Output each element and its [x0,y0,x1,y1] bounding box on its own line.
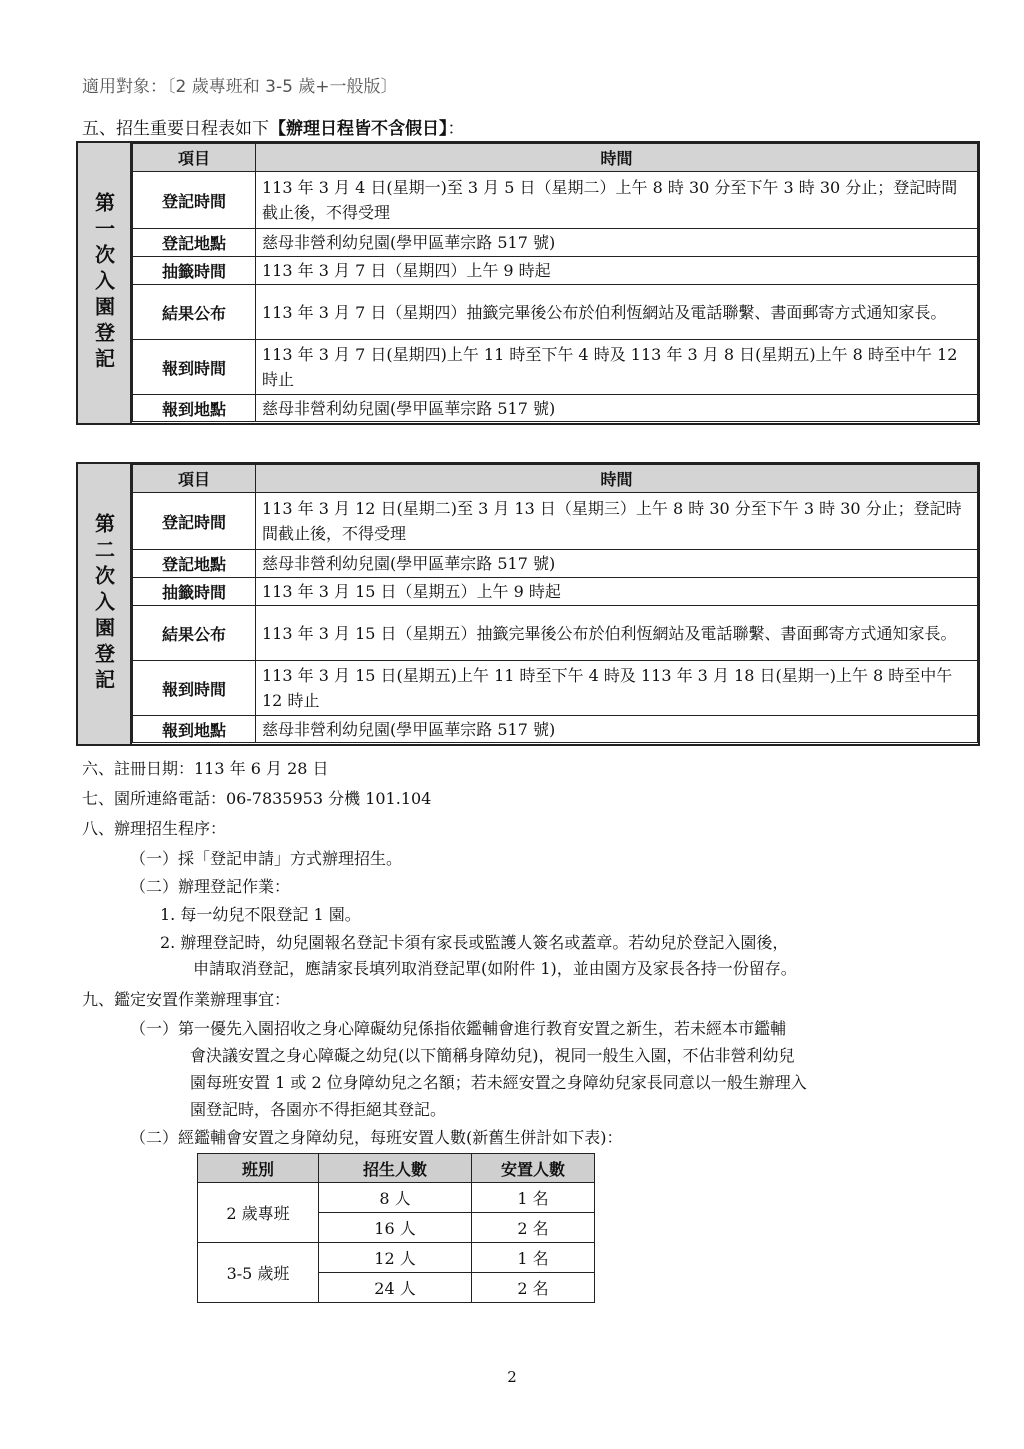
quota-enroll: 16 人 [319,1213,472,1243]
table-row [133,493,978,550]
section-8-sub-2-line-2: 申請取消登記，應請家長填列取消登記單(如附件 1)，並由園方及家長各持一份留存。 [193,959,797,978]
row-value: 113 年 3 月 4 日(星期一)至 3 月 5 日（星期二）上午 8 時 30 分至下午 3 時 30 分止；登記時間截止後，不得受理 [256,172,978,229]
applies-to-note: 適用對象：〔2 歲專班和 3-5 歲+一般版〕 [82,77,398,97]
table-row [198,1243,595,1273]
quota-enroll: 24 人 [319,1273,472,1303]
row-label: 報到地點 [133,716,256,743]
table-row [133,285,978,340]
table-row [133,606,978,661]
section-5-text: 五、招生重要日程表如下 [82,119,269,139]
row-value: 113 年 3 月 15 日(星期五)上午 11 時至下午 4 時及 113 年 3 月 18 日(星期一)上午 8 時至中午 12 時止 [256,661,978,716]
table-row [133,257,978,285]
row-label: 登記時間 [133,493,256,550]
row-value: 113 年 3 月 7 日（星期四）上午 9 時起 [256,257,978,285]
quota-class: 3-5 歲班 [198,1243,319,1303]
section-9-title: 九、鑑定安置作業辦理事宜： [82,990,291,1009]
row-label: 登記地點 [133,550,256,578]
header-time: 時間 [256,144,978,172]
section-9-item-1-line-1: （一）第一優先入園招收之身心障礙幼兒係指依鑑輔會進行教育安置之新生，若未經本市鑑輔 [130,1019,787,1038]
quota-header-class: 班別 [198,1154,319,1183]
table-row [133,578,978,606]
schedule-1-grid [132,143,978,422]
quota-place: 1 名 [472,1183,595,1213]
schedule-2-grid [132,464,978,743]
section-9-item-1-line-3: 園每班安置 1 或 2 位身障幼兒之名額；若未經安置之身障幼兒家長同意以一般生辦理入 [190,1073,807,1092]
row-value: 慈母非營利幼兒園(學甲區華宗路 517 號) [256,550,978,578]
section-8-sub-2-line-1: 2. 辦理登記時，幼兒園報名登記卡須有家長或監護人簽名或蓋章。若幼兒於登記入園後， [160,933,789,952]
section-9-item-1-line-4: 園登記時，各園亦不得拒絕其登記。 [190,1100,447,1119]
row-value: 慈母非營利幼兒園(學甲區華宗路 517 號) [256,395,978,422]
quota-enroll: 12 人 [319,1243,472,1273]
row-label: 報到時間 [133,661,256,716]
quota-header-enroll: 招生人數 [319,1154,472,1183]
row-label: 報到時間 [133,340,256,395]
section-8-item-1: （一）採「登記申請」方式辦理招生。 [130,849,403,868]
section-7-phone: 七、園所連絡電話：06-7835953 分機 101.104 [82,789,432,808]
header-item: 項目 [133,465,256,493]
row-value: 113 年 3 月 15 日（星期五）上午 9 時起 [256,578,978,606]
table-row [198,1183,595,1213]
schedule-2-side-label: 第二次入園登記 [78,464,132,744]
table-row [133,716,978,743]
row-label: 登記地點 [133,229,256,257]
row-label: 結果公布 [133,285,256,340]
page-number: 2 [507,1368,517,1386]
schedule-table-1 [76,141,980,425]
row-label: 抽籤時間 [133,578,256,606]
table-row [133,395,978,422]
quota-place: 2 名 [472,1213,595,1243]
table-row [133,550,978,578]
section-8-title: 八、辦理招生程序： [82,819,227,838]
table-row [133,340,978,395]
row-label: 報到地點 [133,395,256,422]
table-row [133,661,978,716]
placement-quota-table [197,1153,595,1303]
schedule-table-2 [76,462,980,746]
header-time: 時間 [256,465,978,493]
row-value: 慈母非營利幼兒園(學甲區華宗路 517 號) [256,716,978,743]
quota-place: 2 名 [472,1273,595,1303]
row-label: 登記時間 [133,172,256,229]
row-value: 113 年 3 月 15 日（星期五）抽籤完畢後公布於伯利恆網站及電話聯繫、書面郵寄方式通知家長。 [256,606,978,661]
quota-class: 2 歲專班 [198,1183,319,1243]
schedule-1-side-label: 第一次入園登記 [78,143,132,423]
section-5-heading [82,114,465,139]
table-row [133,172,978,229]
section-8-item-2: （二）辦理登記作業： [130,877,291,896]
row-value: 慈母非營利幼兒園(學甲區華宗路 517 號) [256,229,978,257]
quota-enroll: 8 人 [319,1183,472,1213]
row-value: 113 年 3 月 12 日(星期二)至 3 月 13 日（星期三）上午 8 時 30 分至下午 3 時 30 分止；登記時間截止後，不得受理 [256,493,978,550]
quota-header-place: 安置人數 [472,1154,595,1183]
section-5-bold-note: 【辦理日程皆不含假日】 [269,119,448,139]
row-value: 113 年 3 月 7 日（星期四）抽籤完畢後公布於伯利恆網站及電話聯繫、書面郵寄方式通知家長。 [256,285,978,340]
row-value: 113 年 3 月 7 日(星期四)上午 11 時至下午 4 時及 113 年 3 月 8 日(星期五)上午 8 時至中午 12 時止 [256,340,978,395]
section-8-sub-1: 1. 每一幼兒不限登記 1 園。 [160,905,361,924]
header-item: 項目 [133,144,256,172]
row-label: 抽籤時間 [133,257,256,285]
section-6-registration-date: 六、註冊日期：113 年 6 月 28 日 [82,759,329,778]
section-9-item-2: （二）經鑑輔會安置之身障幼兒，每班安置人數(新舊生併計如下表)： [130,1128,623,1147]
table-row [133,229,978,257]
section-5-colon: ： [447,119,465,139]
quota-place: 1 名 [472,1243,595,1273]
section-9-item-1-line-2: 會決議安置之身心障礙之幼兒(以下簡稱身障幼兒)，視同一般生入園，不佔非營利幼兒 [190,1046,795,1065]
row-label: 結果公布 [133,606,256,661]
